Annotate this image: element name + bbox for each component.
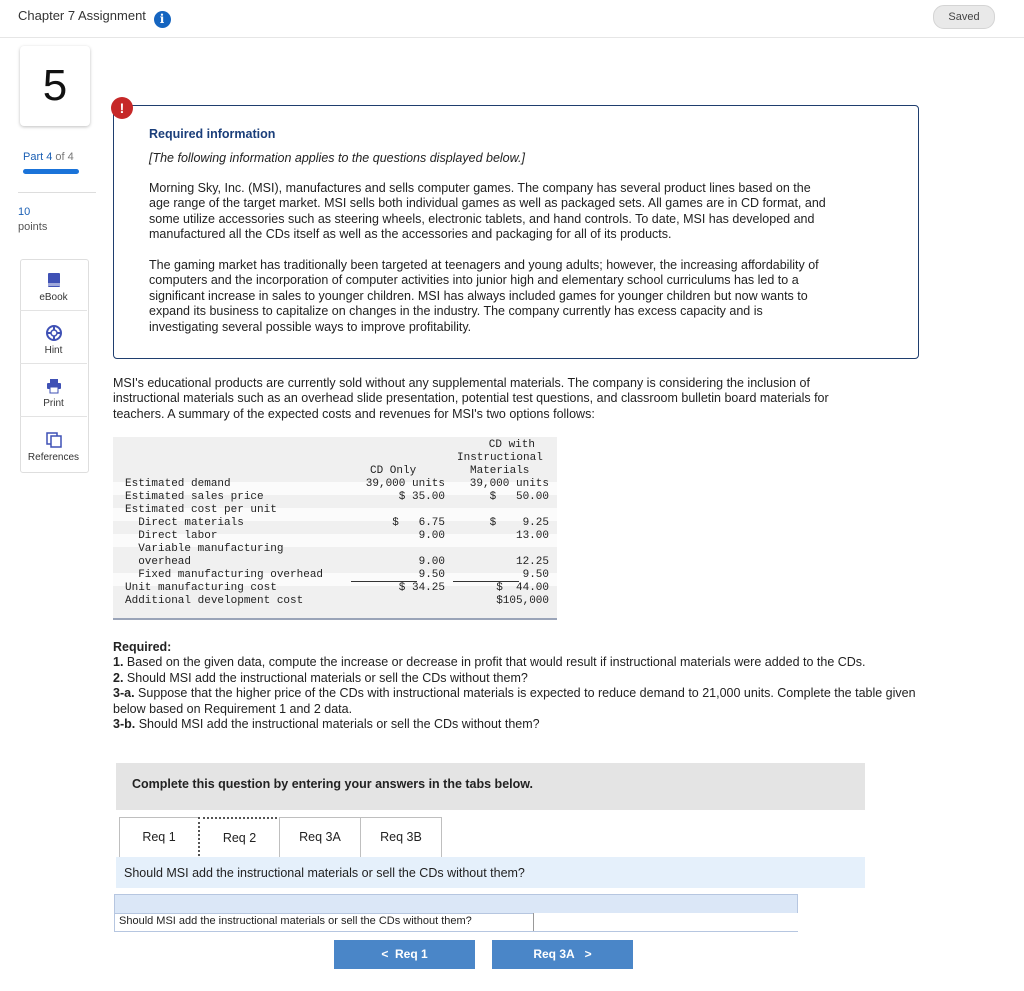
print-button[interactable] <box>20 366 87 417</box>
instruction-banner <box>116 763 865 810</box>
prev-button[interactable] <box>334 940 475 969</box>
table-row-label: Estimated sales price <box>125 491 264 503</box>
alert-icon: ! <box>111 97 133 119</box>
top-bar <box>0 0 1024 32</box>
table-row-label: Direct labor <box>125 530 218 542</box>
part-progress-bar <box>23 169 79 174</box>
total-rule <box>351 581 417 582</box>
requirement-item <box>113 717 923 732</box>
table-cell-cd-instructional: $105,000 <box>496 595 549 607</box>
requirement-item <box>113 655 923 670</box>
table-cell-cd-instructional: 13.00 <box>515 530 549 542</box>
table-cell-cd-only: 39,000 units <box>365 478 445 490</box>
table-row-label: Estimated demand <box>125 478 231 490</box>
printer-icon <box>46 378 62 394</box>
text-line: teachers. A summary of the expected costs and revenues for MSI's two options follows: <box>113 406 595 421</box>
col-header-cd-instr-3: Materials <box>470 465 530 477</box>
requirement-text: Suppose that the higher price of the CDs with instructional materials is expected to reduce demand to 21,000 units. Complete the table given below based on Requirement 1 and 2 data. <box>113 686 916 716</box>
table-cell-cd-instructional: $ 9.25 <box>489 517 549 529</box>
info-paragraph-2 <box>149 258 899 335</box>
info-paragraph-1 <box>149 181 899 243</box>
col-header-cd-instr-1: CD with <box>488 439 535 451</box>
table-cell-cd-instructional: 12.25 <box>515 556 549 568</box>
prev-button-label: Req 1 <box>395 947 428 961</box>
info-icon[interactable]: i <box>154 11 171 28</box>
question-prompt <box>116 857 865 888</box>
question-number: 5 <box>20 46 90 126</box>
table-cell-cd-instructional: 9.50 <box>522 569 549 581</box>
table-row-label: Estimated cost per unit <box>125 504 277 516</box>
required-info-title: Required information <box>149 127 276 141</box>
requirement-text: Should MSI add the instructional materials or sell the CDs without them? <box>138 717 540 732</box>
requirement-text: Should MSI add the instructional materials or sell the CDs without them? <box>126 670 528 685</box>
text-line: computers and the incorporation of computer activities into junior high and elementary school curriculums has led to a <box>149 273 799 288</box>
instruction-text: Complete this question by entering your answers in the tabs below. <box>132 777 533 791</box>
book-icon <box>46 272 62 288</box>
tab-req-1[interactable]: Req 1 <box>119 817 199 858</box>
col-header-cd-instr-2: Instructional <box>457 452 543 464</box>
documents-icon <box>46 432 62 448</box>
points-label: points <box>18 221 48 233</box>
table-cell-cd-instructional: $ 50.00 <box>489 491 549 503</box>
text-line: instructional materials such as an overhead slide presentation, potential test questions, and classroom bulletin board materials for <box>113 391 829 406</box>
requirement-text: Based on the given data, compute the increase or decrease in profit that would result if instructional materials were added to the CDs. <box>126 655 866 670</box>
tool-label: References <box>27 452 80 463</box>
next-button[interactable] <box>492 940 633 969</box>
requirements <box>113 640 923 732</box>
divider <box>18 192 96 193</box>
table-cell-cd-only: 9.50 <box>418 569 445 581</box>
hint-button[interactable] <box>20 313 87 364</box>
answer-table <box>114 894 796 931</box>
text-line: Morning Sky, Inc. (MSI), manufactures and sells computer games. The company has several product lines based on the <box>149 181 811 195</box>
text-line: some utilize accessories such as steering wheels, electronic tablets, and hand controls. To date, MSI has developed and <box>149 211 815 226</box>
required-info-subtitle: [The following information applies to the questions displayed below.] <box>149 151 525 165</box>
table-row-label: Unit manufacturing cost <box>125 582 277 594</box>
answer-table-header <box>114 894 798 914</box>
next-button-label: Req 3A <box>533 947 575 961</box>
total-rule <box>453 581 519 582</box>
assignment-title-text: Chapter 7 Assignment <box>18 8 146 23</box>
table-cell-cd-instructional: 39,000 units <box>469 478 549 490</box>
chevron-right-icon: > <box>584 947 592 961</box>
table-row-label: overhead <box>125 556 192 568</box>
intro-paragraph <box>113 376 913 422</box>
requirement-item <box>113 686 923 717</box>
table-cell-cd-only: $ 6.75 <box>392 517 445 529</box>
cost-table <box>113 437 557 618</box>
tab-req-3b[interactable]: Req 3B <box>360 817 442 858</box>
text-line: expand its business to capitalize on changes in the industry. The company currently has excess capacity and is <box>149 304 763 319</box>
part-of: of 4 <box>55 151 74 163</box>
requirement-num: 3-a. <box>113 686 135 701</box>
table-row-label: Variable manufacturing <box>125 543 284 555</box>
text-line: significant increase in sales to younger children. MSI has always included games for younger children but now wants to <box>149 288 808 303</box>
points <box>18 205 47 235</box>
text-line: age range of the target market. MSI sells both individual games as well as packaged sets. All games are in CD format, and <box>149 196 826 211</box>
table-cell-cd-only: $ 35.00 <box>398 491 445 503</box>
table-cell-cd-only: 9.00 <box>418 556 445 568</box>
table-cell-cd-instructional: $ 44.00 <box>496 582 549 594</box>
answer-row-label: Should MSI add the instructional materials or sell the CDs without them? <box>119 915 472 927</box>
lifebuoy-icon <box>46 325 62 341</box>
question-text: Should MSI add the instructional materials or sell the CDs without them? <box>124 866 525 880</box>
text-line: investigating several possible ways to improve profitability. <box>149 319 472 334</box>
divider <box>0 37 1024 38</box>
answer-select[interactable] <box>533 913 798 931</box>
requirement-item <box>113 671 923 686</box>
text-line: MSI's educational products are currently sold without any supplemental materials. The company is considering the inclusion of <box>113 376 810 390</box>
points-value: 10 <box>18 206 31 218</box>
table-cell-cd-only: $ 34.25 <box>398 582 445 594</box>
tab-req-2[interactable]: Req 2 <box>198 817 281 860</box>
ebook-button[interactable] <box>20 260 87 311</box>
tool-label: Hint <box>44 345 63 356</box>
tool-label: Print <box>43 398 64 409</box>
text-line: manufactured all the CDs itself as well as the accessories and packaging for all of its products. <box>149 227 672 242</box>
assignment-title <box>18 8 171 28</box>
references-button[interactable] <box>20 420 87 470</box>
text-line: The gaming market has traditionally been targeted at teenagers and young adults; however, the increasing affordability of <box>149 258 819 272</box>
table-row-label: Fixed manufacturing overhead <box>125 569 324 581</box>
chevron-left-icon: < <box>381 947 389 961</box>
answer-row <box>114 913 798 932</box>
requirements-heading: Required: <box>113 640 172 654</box>
part-indicator <box>23 151 74 163</box>
requirement-num: 2. <box>113 670 124 685</box>
table-row-label: Direct materials <box>125 517 244 529</box>
requirement-num: 1. <box>113 655 124 670</box>
part-label: Part 4 <box>23 151 53 163</box>
tab-req-3a[interactable]: Req 3A <box>279 817 361 858</box>
tool-label: eBook <box>39 292 68 303</box>
saved-badge: Saved <box>933 5 995 29</box>
requirement-num: 3-b. <box>113 717 136 732</box>
table-cell-cd-only: 9.00 <box>418 530 445 542</box>
table-row-label: Additional development cost <box>125 595 304 607</box>
col-header-cd-only: CD Only <box>370 465 417 477</box>
